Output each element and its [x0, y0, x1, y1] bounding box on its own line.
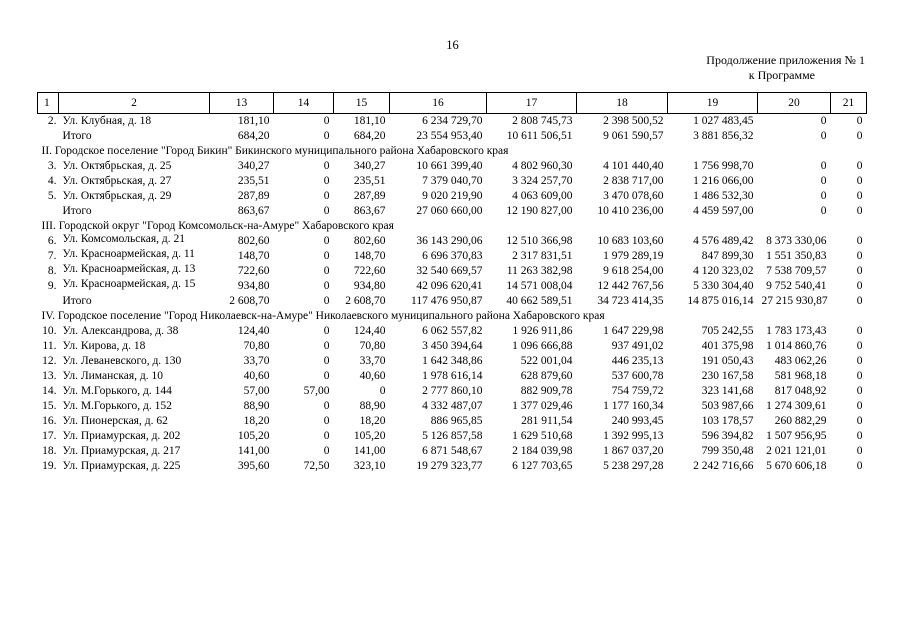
value-cell-17: 1 096 666,88: [512, 340, 573, 352]
table-row: [38, 339, 867, 354]
value-cell-17: 10 611 506,51: [506, 130, 573, 142]
table-row: [38, 174, 867, 189]
value-cell-18: 1 979 289,19: [603, 250, 664, 262]
column-number-cell: 20: [758, 93, 831, 114]
address-cell: Ул. Пионерская, д. 62: [62, 415, 168, 427]
table-row: [38, 399, 867, 414]
value-cell-21: 0: [856, 130, 863, 142]
value-cell-18: 1 867 037,20: [603, 445, 664, 457]
table-row: [38, 429, 867, 444]
value-cell-16: 23 554 953,40: [416, 130, 483, 142]
value-cell-18: 34 723 414,35: [597, 295, 664, 307]
value-cell-18: 3 470 078,60: [603, 190, 664, 202]
value-cell-17: 882 909,78: [520, 385, 573, 397]
table-row: [38, 189, 867, 204]
row-number: 3.: [47, 160, 57, 172]
value-cell-14: 0: [323, 295, 330, 307]
value-cell-16: 4 332 487,07: [422, 400, 483, 412]
value-cell-20: 0: [820, 190, 827, 202]
value-cell-15: 70,80: [359, 340, 386, 352]
value-cell-21: 0: [856, 235, 863, 247]
table-row: [38, 414, 867, 429]
value-cell-19: 1 027 483,45: [693, 115, 754, 127]
section-heading: IV. Городское поселение "Город Николаевск-на-Амуре" Николаевского муниципального района Хабаровского края: [41, 310, 605, 322]
value-cell-16: 6 062 557,82: [422, 325, 483, 337]
value-cell-20: 817 048,92: [774, 385, 827, 397]
value-cell-21: 0: [856, 190, 863, 202]
row-number: 18.: [42, 445, 57, 457]
value-cell-20: 260 882,29: [774, 415, 827, 427]
row-number: 5.: [47, 190, 57, 202]
column-number-cell: 19: [668, 93, 758, 114]
value-cell-18: 754 759,72: [611, 385, 664, 397]
value-cell-16: 2 777 860,10: [422, 385, 483, 397]
section-heading-row: [38, 144, 867, 159]
table-row: [38, 264, 867, 279]
value-cell-13: 181,10: [237, 115, 270, 127]
value-cell-19: 1 486 532,30: [693, 190, 754, 202]
value-cell-16: 36 143 290,06: [416, 235, 483, 247]
value-cell-14: 0: [323, 415, 330, 427]
value-cell-17: 1 926 911,86: [512, 325, 573, 337]
value-cell-15: 124,40: [353, 325, 386, 337]
address-cell: Ул. Красноармейская, д. 11: [62, 248, 195, 260]
table-row: [38, 114, 867, 130]
value-cell-15: 181,10: [353, 115, 386, 127]
value-cell-13: 235,51: [237, 175, 270, 187]
value-cell-13: 148,70: [237, 250, 270, 262]
row-number: [38, 204, 59, 219]
value-cell-17: 6 127 703,65: [512, 460, 573, 472]
value-cell-16: 32 540 669,57: [416, 265, 483, 277]
value-cell-13: 57,00: [243, 385, 270, 397]
value-cell-20: 581 968,18: [774, 370, 827, 382]
table-row: [38, 369, 867, 384]
value-cell-14: 0: [323, 445, 330, 457]
value-cell-18: 5 238 297,28: [603, 460, 664, 472]
value-cell-16: 3 450 394,64: [422, 340, 483, 352]
address-cell: Ул. Приамурская, д. 217: [62, 445, 181, 457]
value-cell-14: 0: [323, 130, 330, 142]
value-cell-13: 2 608,70: [229, 295, 270, 307]
table-row: [38, 459, 867, 474]
value-cell-17: 3 324 257,70: [512, 175, 573, 187]
address-cell: Ул. М.Горького, д. 144: [62, 385, 172, 397]
value-cell-14: 57,00: [303, 385, 330, 397]
column-number-cell: 15: [334, 93, 390, 114]
value-cell-14: 0: [323, 190, 330, 202]
value-cell-15: 33,70: [359, 355, 386, 367]
row-number: 8.: [47, 265, 57, 277]
value-cell-13: 18,20: [243, 415, 270, 427]
value-cell-18: 10 683 103,60: [597, 235, 664, 247]
value-cell-15: 287,89: [353, 190, 386, 202]
appendix-program: к Программе: [748, 68, 815, 82]
column-number-cell: 2: [59, 93, 210, 114]
value-cell-19: 14 875 016,14: [687, 295, 754, 307]
row-number: 11.: [42, 340, 57, 352]
column-number-cell: 1: [38, 93, 59, 114]
value-cell-20: 7 538 709,57: [766, 265, 827, 277]
value-cell-16: 7 379 040,70: [422, 175, 483, 187]
value-cell-19: 401 375,98: [701, 340, 754, 352]
address-cell: Ул. Александрова, д. 38: [62, 325, 179, 337]
value-cell-19: 2 242 716,66: [693, 460, 754, 472]
value-cell-16: 9 020 219,90: [422, 190, 483, 202]
value-cell-17: 628 879,60: [520, 370, 573, 382]
value-cell-15: 863,67: [353, 205, 386, 217]
table-row: [38, 354, 867, 369]
value-cell-15: 340,27: [353, 160, 386, 172]
value-cell-20: 0: [820, 205, 827, 217]
value-cell-14: 0: [323, 115, 330, 127]
column-number-cell: 16: [390, 93, 487, 114]
address-cell: Ул. Леваневского, д. 130: [62, 355, 182, 367]
value-cell-17: 11 263 382,98: [506, 265, 573, 277]
value-cell-21: 0: [856, 385, 863, 397]
value-cell-14: 0: [323, 400, 330, 412]
value-cell-20: 27 215 930,87: [761, 295, 828, 307]
value-cell-20: 9 752 540,41: [766, 280, 827, 292]
value-cell-15: 235,51: [353, 175, 386, 187]
page-number: 16: [446, 38, 459, 52]
row-number: 10.: [42, 325, 57, 337]
row-number: 6.: [47, 235, 57, 247]
value-cell-13: 124,40: [237, 325, 270, 337]
value-cell-20: 8 373 330,06: [766, 235, 827, 247]
value-cell-20: 2 021 121,01: [766, 445, 827, 457]
value-cell-14: 0: [323, 205, 330, 217]
table-row: [38, 279, 867, 294]
address-cell: Ул. Лиманская, д. 10: [62, 370, 164, 382]
row-number: 19.: [42, 460, 57, 472]
value-cell-17: 12 510 366,98: [506, 235, 573, 247]
value-cell-14: 0: [323, 175, 330, 187]
total-row: [38, 129, 867, 144]
total-row: [38, 294, 867, 309]
value-cell-18: 537 600,78: [611, 370, 664, 382]
value-cell-21: 0: [856, 355, 863, 367]
value-cell-13: 722,60: [237, 265, 270, 277]
value-cell-16: 6 696 370,83: [422, 250, 483, 262]
value-cell-19: 4 459 597,00: [693, 205, 754, 217]
value-cell-14: 0: [323, 235, 330, 247]
value-cell-19: 3 881 856,32: [693, 130, 754, 142]
value-cell-14: 0: [323, 325, 330, 337]
value-cell-21: 0: [856, 160, 863, 172]
value-cell-18: 446 235,13: [611, 355, 664, 367]
value-cell-13: 684,20: [237, 130, 270, 142]
column-number-cell: 13: [210, 93, 274, 114]
address-cell: Ул. Октябрьская, д. 25: [62, 160, 172, 172]
address-cell: Ул. М.Горького, д. 152: [62, 400, 172, 412]
value-cell-15: 323,10: [353, 460, 386, 472]
value-cell-15: 40,60: [359, 370, 386, 382]
value-cell-21: 0: [856, 280, 863, 292]
value-cell-17: 2 184 039,98: [512, 445, 573, 457]
value-cell-18: 1 177 160,34: [603, 400, 664, 412]
value-cell-13: 934,80: [237, 280, 270, 292]
value-cell-16: 6 871 548,67: [422, 445, 483, 457]
address-cell: Ул. Кирова, д. 18: [62, 340, 146, 352]
value-cell-17: 14 571 008,04: [506, 280, 573, 292]
total-label: Итого: [62, 295, 92, 307]
value-cell-21: 0: [856, 175, 863, 187]
address-cell: Ул. Октябрьская, д. 27: [62, 175, 172, 187]
appendix-continuation: Продолжение приложения № 1: [706, 53, 865, 67]
value-cell-16: 117 476 950,87: [411, 295, 483, 307]
value-cell-15: 722,60: [353, 265, 386, 277]
value-cell-18: 12 442 767,56: [597, 280, 664, 292]
row-number: 4.: [47, 175, 57, 187]
value-cell-20: 0: [820, 175, 827, 187]
value-cell-18: 4 101 440,40: [603, 160, 664, 172]
value-cell-15: 802,60: [353, 235, 386, 247]
row-number: 15.: [42, 400, 57, 412]
table-row: [38, 444, 867, 459]
value-cell-18: 1 647 229,98: [603, 325, 664, 337]
column-number-row: [38, 93, 867, 114]
value-cell-13: 141,00: [237, 445, 270, 457]
value-cell-17: 40 662 589,51: [506, 295, 573, 307]
value-cell-13: 88,90: [243, 400, 270, 412]
value-cell-21: 0: [856, 265, 863, 277]
value-cell-17: 2 808 745,73: [512, 115, 573, 127]
value-cell-21: 0: [856, 340, 863, 352]
section-heading: II. Городское поселение "Город Бикин" Бикинского муниципального района Хабаровского края: [41, 145, 509, 157]
value-cell-19: 4 120 323,02: [693, 265, 754, 277]
value-cell-14: 0: [323, 355, 330, 367]
value-cell-20: 1 551 350,83: [766, 250, 827, 262]
value-cell-13: 287,89: [237, 190, 270, 202]
address-cell: Ул. Приамурская, д. 202: [62, 430, 181, 442]
row-number: 14.: [42, 385, 57, 397]
value-cell-21: 0: [856, 460, 863, 472]
value-cell-13: 395,60: [237, 460, 270, 472]
value-cell-18: 2 398 500,52: [603, 115, 664, 127]
column-number-cell: 21: [831, 93, 867, 114]
value-cell-21: 0: [856, 250, 863, 262]
value-cell-16: 886 965,85: [430, 415, 483, 427]
value-cell-18: 1 392 995,13: [603, 430, 664, 442]
row-number: [38, 294, 59, 309]
value-cell-14: 0: [323, 430, 330, 442]
row-number: 16.: [42, 415, 57, 427]
value-cell-15: 2 608,70: [345, 295, 386, 307]
value-cell-20: 1 507 956,95: [766, 430, 827, 442]
value-cell-16: 6 234 729,70: [422, 115, 483, 127]
table-row: [38, 234, 867, 249]
value-cell-13: 70,80: [243, 340, 270, 352]
value-cell-21: 0: [856, 445, 863, 457]
value-cell-21: 0: [856, 205, 863, 217]
table-row: [38, 324, 867, 339]
address-cell: Ул. Красноармейская, д. 15: [62, 278, 196, 290]
value-cell-18: 10 410 236,00: [597, 205, 664, 217]
value-cell-13: 105,20: [237, 430, 270, 442]
section-heading-row: [38, 219, 867, 234]
row-number: 9.: [47, 280, 57, 292]
value-cell-21: 0: [856, 415, 863, 427]
table-row: [38, 159, 867, 174]
value-cell-15: 148,70: [353, 250, 386, 262]
value-cell-17: 4 063 609,00: [512, 190, 573, 202]
address-cell: Ул. Клубная, д. 18: [62, 115, 152, 127]
value-cell-16: 19 279 323,77: [416, 460, 483, 472]
value-cell-16: 1 978 616,14: [422, 370, 483, 382]
row-number: 2.: [47, 115, 57, 127]
program-table: [37, 92, 867, 474]
value-cell-13: 40,60: [243, 370, 270, 382]
value-cell-15: 934,80: [353, 280, 386, 292]
table-row: [38, 384, 867, 399]
value-cell-21: 0: [856, 295, 863, 307]
value-cell-16: 10 661 399,40: [416, 160, 483, 172]
section-heading-row: [38, 309, 867, 324]
value-cell-15: 684,20: [353, 130, 386, 142]
section-heading: III. Городской округ "Город Комсомольск-на-Амуре" Хабаровского края: [41, 220, 394, 232]
value-cell-18: 9 618 254,00: [603, 265, 664, 277]
address-cell: Ул. Октябрьская, д. 29: [62, 190, 172, 202]
total-label: Итого: [62, 130, 92, 142]
value-cell-16: 1 642 348,86: [422, 355, 483, 367]
value-cell-21: 0: [856, 115, 863, 127]
value-cell-17: 1 629 510,68: [512, 430, 573, 442]
value-cell-18: 2 838 717,00: [603, 175, 664, 187]
value-cell-14: 0: [323, 160, 330, 172]
value-cell-14: 72,50: [303, 460, 330, 472]
value-cell-13: 802,60: [237, 235, 270, 247]
value-cell-15: 105,20: [353, 430, 386, 442]
value-cell-19: 230 167,58: [701, 370, 754, 382]
value-cell-17: 1 377 029,46: [512, 400, 573, 412]
column-number-cell: 18: [577, 93, 668, 114]
value-cell-16: 27 060 660,00: [416, 205, 483, 217]
value-cell-20: 1 274 309,61: [766, 400, 827, 412]
value-cell-13: 863,67: [237, 205, 270, 217]
value-cell-16: 5 126 857,58: [422, 430, 483, 442]
value-cell-18: 240 993,45: [611, 415, 664, 427]
value-cell-21: 0: [856, 325, 863, 337]
value-cell-19: 799 350,48: [701, 445, 754, 457]
value-cell-15: 141,00: [353, 445, 386, 457]
address-cell: Ул. Комсомольская, д. 21: [62, 233, 185, 245]
value-cell-19: 191 050,43: [701, 355, 754, 367]
value-cell-15: 88,90: [359, 400, 386, 412]
address-cell: Ул. Приамурская, д. 225: [62, 460, 181, 472]
value-cell-19: 103 178,57: [701, 415, 754, 427]
value-cell-21: 0: [856, 430, 863, 442]
value-cell-16: 42 096 620,41: [416, 280, 483, 292]
row-number: 7.: [47, 250, 57, 262]
value-cell-19: 705 242,55: [701, 325, 754, 337]
row-number: 12.: [42, 355, 57, 367]
value-cell-21: 0: [856, 370, 863, 382]
value-cell-17: 2 317 831,51: [512, 250, 573, 262]
value-cell-15: 18,20: [359, 415, 386, 427]
value-cell-20: 0: [820, 130, 827, 142]
value-cell-20: 1 783 173,43: [766, 325, 827, 337]
value-cell-19: 1 756 998,70: [693, 160, 754, 172]
value-cell-19: 596 394,82: [701, 430, 754, 442]
address-cell: Ул. Красноармейская, д. 13: [62, 263, 196, 275]
value-cell-13: 33,70: [243, 355, 270, 367]
value-cell-18: 9 061 590,57: [603, 130, 664, 142]
value-cell-17: 12 190 827,00: [506, 205, 573, 217]
column-number-cell: 17: [487, 93, 577, 114]
value-cell-20: 5 670 606,18: [766, 460, 827, 472]
row-number: [38, 129, 59, 144]
value-cell-20: 0: [820, 160, 827, 172]
row-number: 17.: [42, 430, 57, 442]
value-cell-15: 0: [379, 385, 386, 397]
column-number-cell: 14: [274, 93, 334, 114]
value-cell-21: 0: [856, 400, 863, 412]
value-cell-18: 937 491,02: [611, 340, 664, 352]
value-cell-14: 0: [323, 370, 330, 382]
value-cell-17: 281 911,54: [521, 415, 573, 427]
value-cell-19: 503 987,66: [701, 400, 754, 412]
total-label: Итого: [62, 205, 92, 217]
table-row: [38, 249, 867, 264]
value-cell-13: 340,27: [237, 160, 270, 172]
row-number: 13.: [42, 370, 57, 382]
value-cell-20: 483 062,26: [774, 355, 827, 367]
value-cell-20: 1 014 860,76: [766, 340, 827, 352]
value-cell-14: 0: [323, 340, 330, 352]
value-cell-19: 323 141,68: [701, 385, 754, 397]
value-cell-20: 0: [820, 115, 827, 127]
value-cell-19: 5 330 304,40: [693, 280, 754, 292]
value-cell-14: 0: [323, 280, 330, 292]
total-row: [38, 204, 867, 219]
value-cell-17: 4 802 960,30: [512, 160, 573, 172]
value-cell-19: 847 899,30: [701, 250, 754, 262]
value-cell-19: 1 216 066,00: [693, 175, 754, 187]
value-cell-19: 4 576 489,42: [693, 235, 754, 247]
value-cell-17: 522 001,04: [520, 355, 573, 367]
value-cell-14: 0: [323, 265, 330, 277]
value-cell-14: 0: [323, 250, 330, 262]
